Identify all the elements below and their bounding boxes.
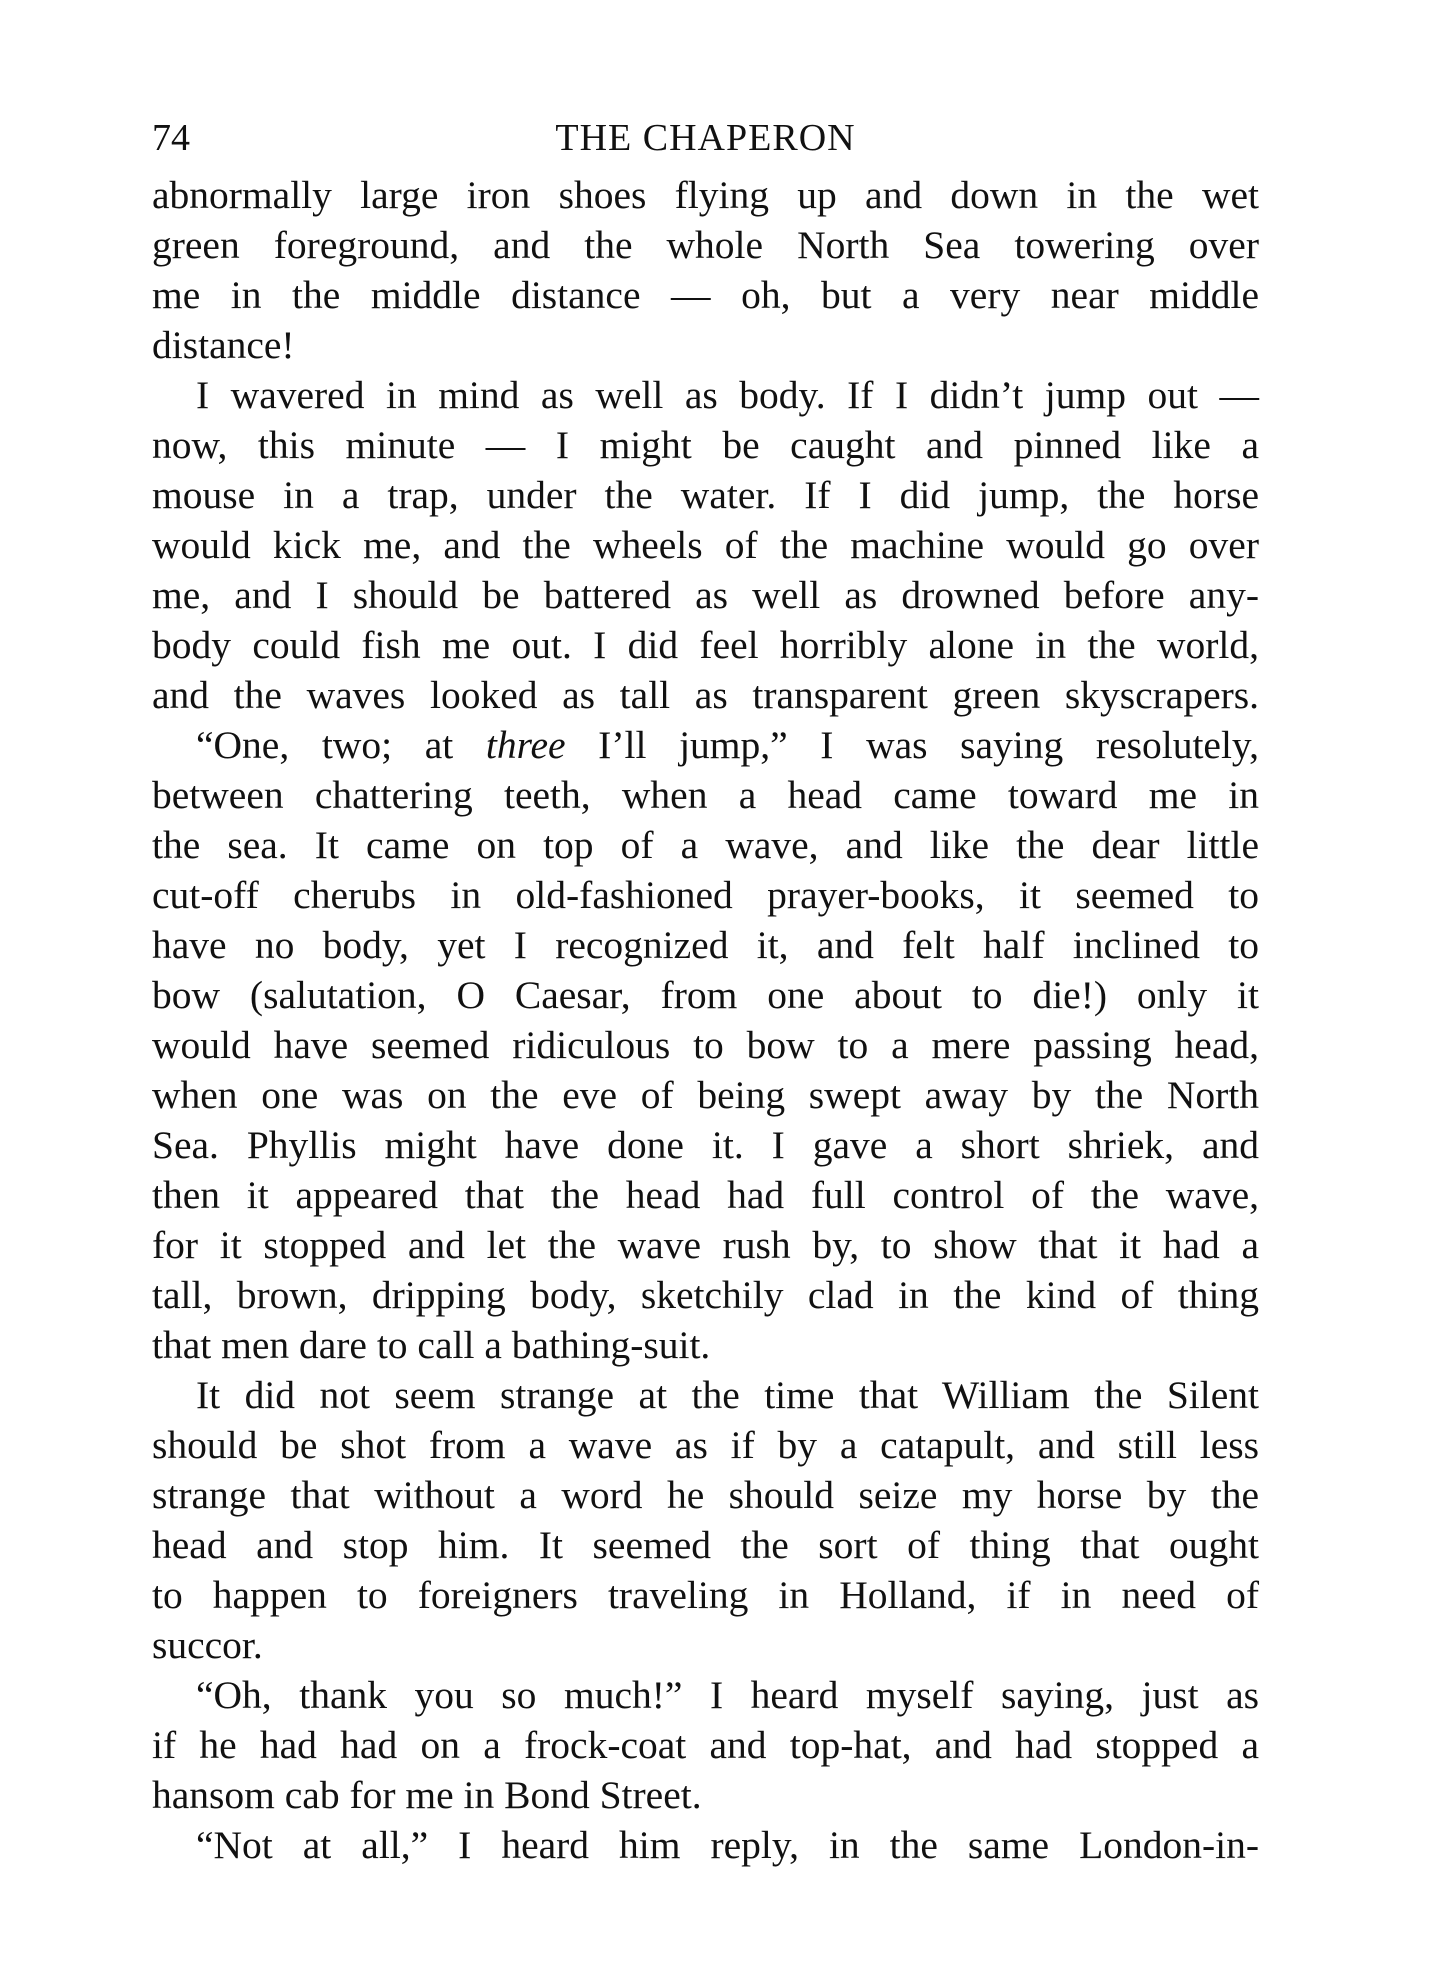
- text-line: distance!: [152, 323, 295, 367]
- text-line: then it appeared that the head had full control of the wave,: [152, 1173, 1259, 1217]
- text-line: mouse in a trap, under the water. If I did jump, the horse: [152, 473, 1259, 517]
- text-line: to happen to foreigners traveling in Holland, if in need of: [152, 1573, 1259, 1617]
- text-line: now, this minute — I might be caught and pinned like a: [152, 423, 1259, 467]
- text-line: bow (salutation, O Caesar, from one about to die!) only it: [152, 973, 1259, 1017]
- italic-word: three: [485, 723, 566, 767]
- body-text: [152, 170, 1259, 1870]
- text-line: that men dare to call a bathing-suit.: [152, 1323, 711, 1367]
- text-line: me, and I should be battered as well as drowned before any-: [152, 573, 1259, 617]
- text-line: and the waves looked as tall as transparent green skyscrapers.: [152, 673, 1259, 717]
- text-line: when one was on the eve of being swept away by the North: [152, 1073, 1259, 1117]
- text-line: head and stop him. It seemed the sort of thing that ought: [152, 1523, 1259, 1567]
- text-line: would kick me, and the wheels of the machine would go over: [152, 523, 1259, 567]
- text-line: if he had had on a frock-coat and top-hat, and had stopped a: [152, 1723, 1259, 1767]
- page-number: 74: [152, 117, 190, 159]
- text-line: should be shot from a wave as if by a catapult, and still less: [152, 1423, 1259, 1467]
- text-line: me in the middle distance — oh, but a very near middle: [152, 273, 1259, 317]
- text-line: “Oh, thank you so much!” I heard myself saying, just as: [196, 1673, 1259, 1717]
- text-line: would have seemed ridiculous to bow to a mere passing head,: [152, 1023, 1259, 1067]
- text-line: Sea. Phyllis might have done it. I gave a short shriek, and: [152, 1123, 1259, 1167]
- text-line: I wavered in mind as well as body. If I didn’t jump out —: [196, 373, 1259, 417]
- text-line: have no body, yet I recognized it, and felt half inclined to: [152, 923, 1259, 967]
- text-line: strange that without a word he should seize my horse by the: [152, 1473, 1259, 1517]
- text-line-with-italic: [152, 720, 1259, 770]
- text-line: It did not seem strange at the time that William the Silent: [196, 1373, 1259, 1417]
- text-line: green foreground, and the whole North Sea towering over: [152, 223, 1259, 267]
- text-line: tall, brown, dripping body, sketchily clad in the kind of thing: [152, 1273, 1259, 1317]
- text-line: between chattering teeth, when a head came toward me in: [152, 773, 1259, 817]
- text-line: for it stopped and let the wave rush by, to show that it had a: [152, 1223, 1259, 1267]
- text-segment: “One, two; at: [196, 723, 486, 767]
- text-line: abnormally large iron shoes flying up and down in the wet: [152, 173, 1259, 217]
- text-line: hansom cab for me in Bond Street.: [152, 1773, 702, 1817]
- text-line: cut-off cherubs in old-fashioned prayer-books, it seemed to: [152, 873, 1259, 917]
- text-segment: I’ll jump,” I was saying resolutely,: [565, 723, 1259, 767]
- text-line: succor.: [152, 1623, 263, 1667]
- page-header: [152, 108, 1259, 168]
- text-line: the sea. It came on top of a wave, and like the dear little: [152, 823, 1259, 867]
- running-title: THE CHAPERON: [555, 117, 856, 159]
- text-line: body could fish me out. I did feel horribly alone in the world,: [152, 623, 1259, 667]
- text-line: “Not at all,” I heard him reply, in the same London-in-: [196, 1823, 1259, 1867]
